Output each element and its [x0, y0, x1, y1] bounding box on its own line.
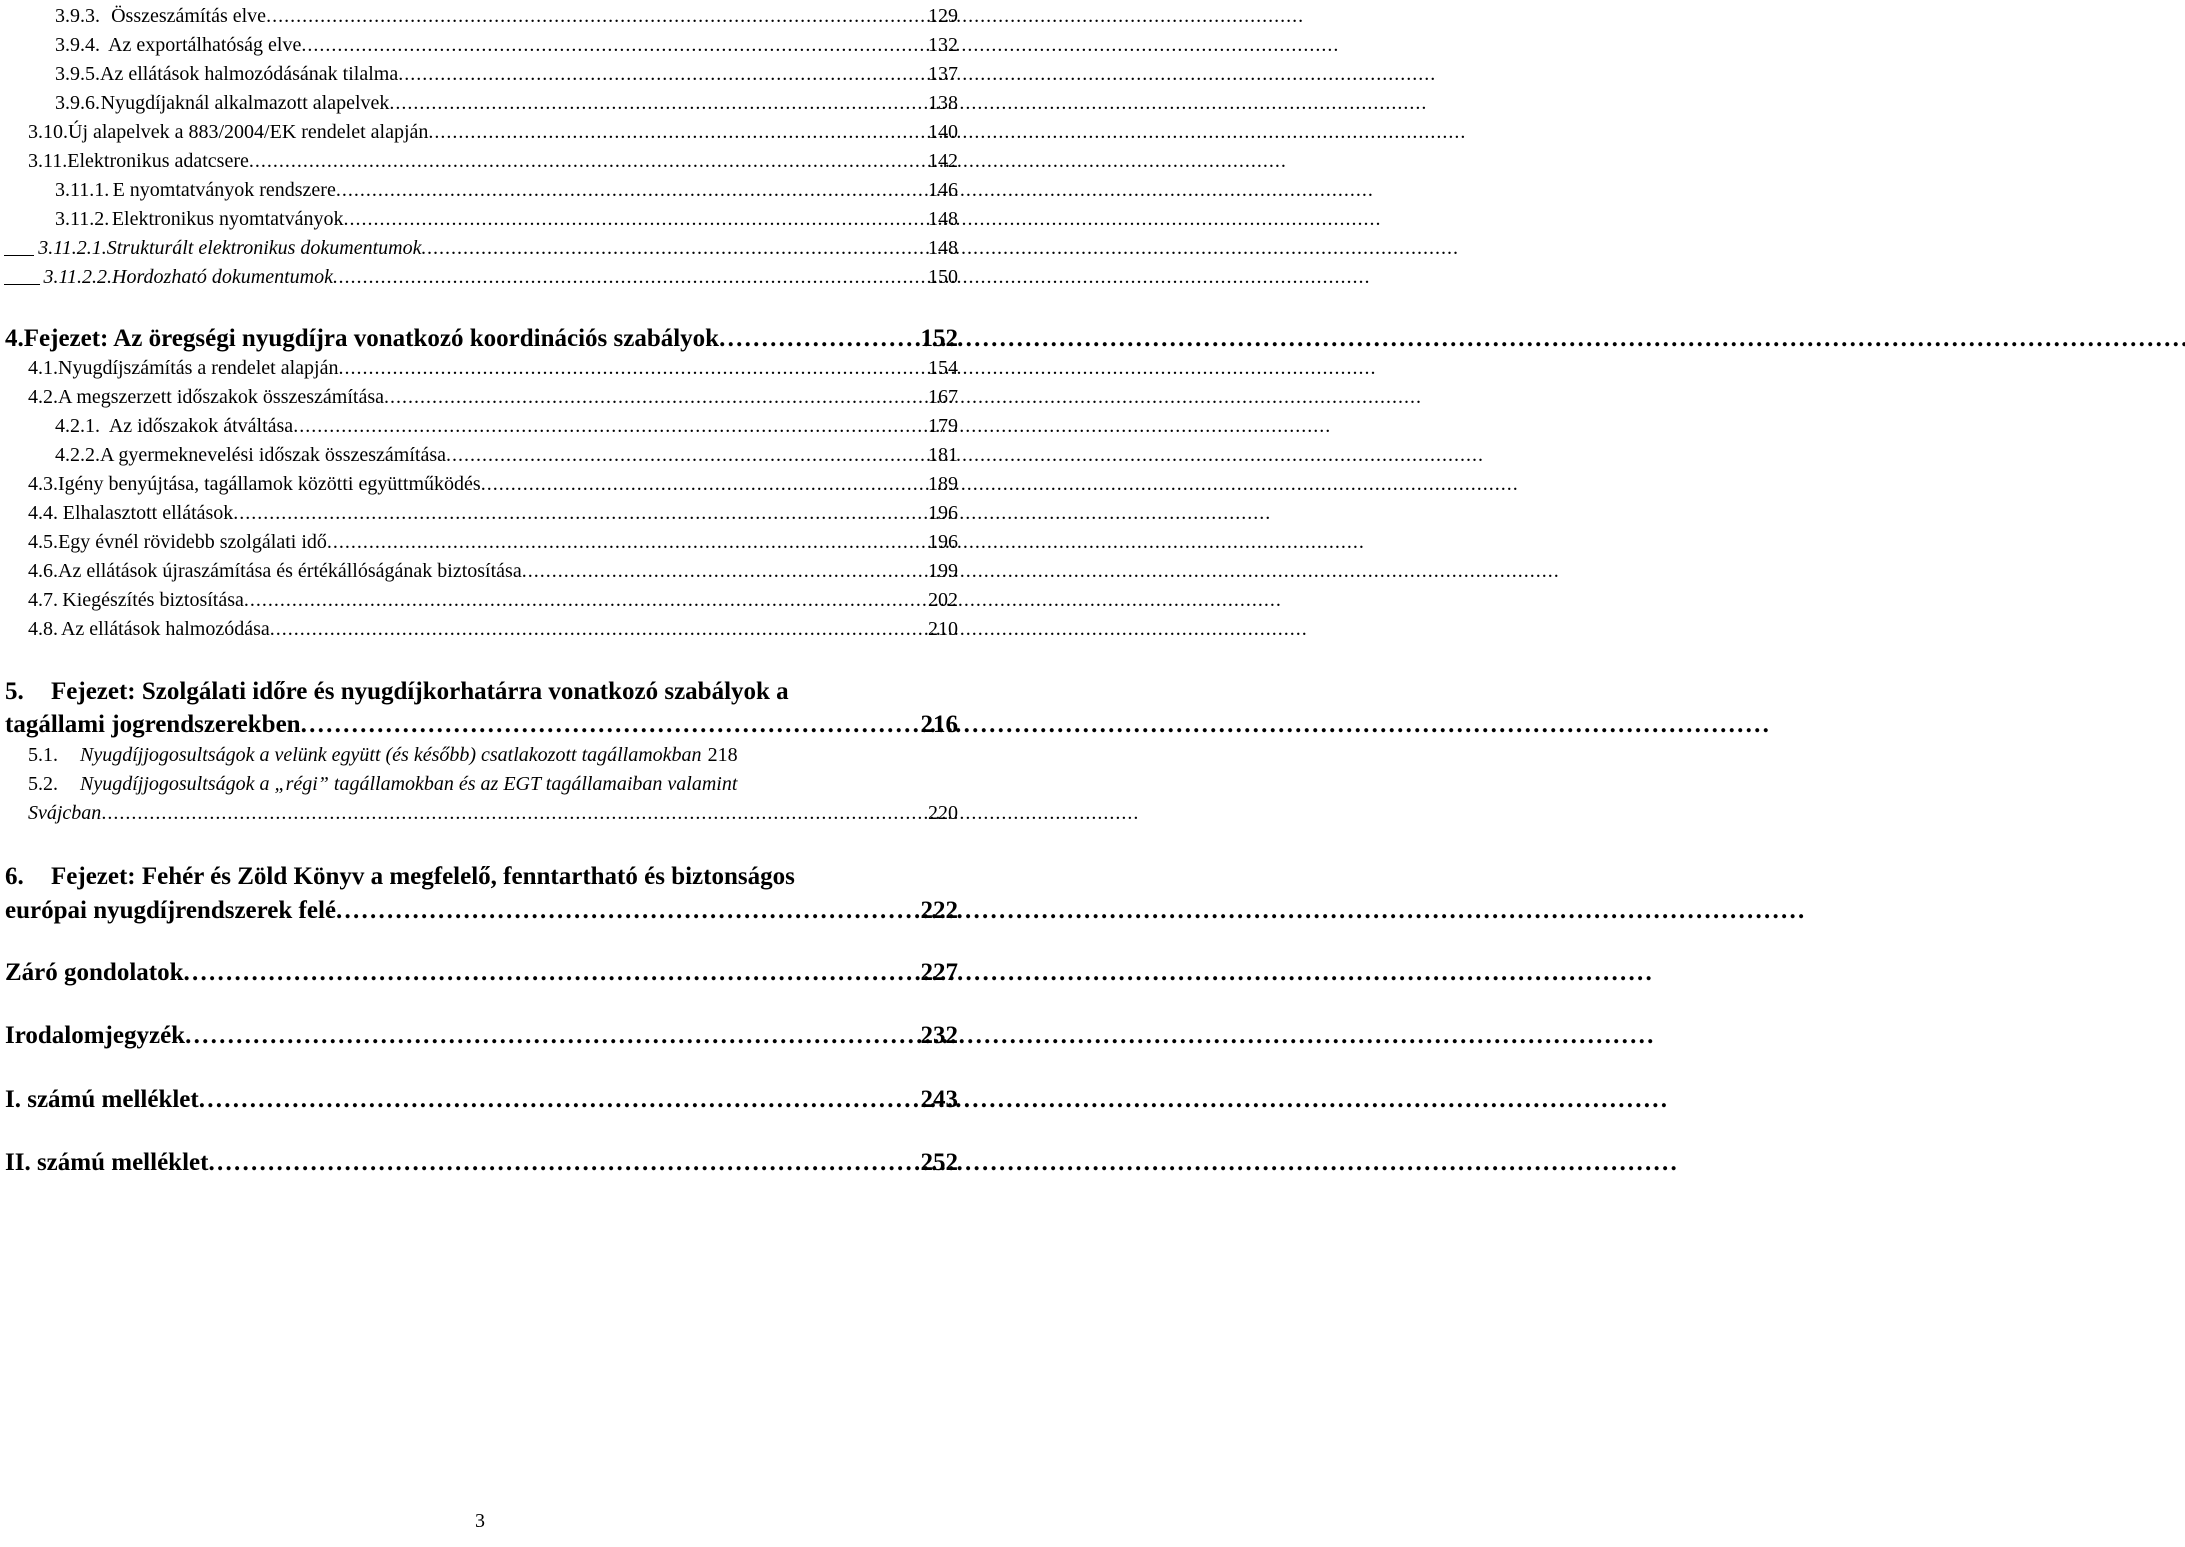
toc-chapter[interactable]	[5, 326, 958, 351]
toc-leader-dots	[428, 122, 926, 142]
toc-leader-dots	[336, 180, 926, 200]
toc-page-number: 218	[707, 744, 738, 766]
toc-entry-number: 4.7.	[28, 589, 58, 611]
toc-entry-number: 3.9.3.	[55, 5, 100, 27]
toc-entry-title: Nyugdíjjogosultságok a „régi” tagállamokban és az EGT tagállamaiban valamint	[80, 773, 738, 795]
toc-entry[interactable]	[28, 122, 958, 142]
toc-page-number: 216	[920, 711, 958, 738]
toc-entry[interactable]	[55, 35, 958, 55]
toc-entry-title: Nyugdíjjogosultságok a velünk együtt (és később) csatlakozott tagállamokban	[80, 744, 702, 766]
toc-entry-number: 4.2.	[28, 386, 58, 408]
toc-leader-dots	[421, 238, 926, 258]
toc-entry[interactable]	[55, 64, 958, 84]
toc-entry-number: 4.2.1.	[55, 415, 100, 437]
toc-page-number: 196	[928, 502, 958, 524]
toc-page-number: 152	[920, 325, 958, 352]
toc-entry[interactable]	[55, 416, 958, 436]
toc-entry-title: Elektronikus adatcsere	[67, 150, 249, 172]
toc-entry[interactable]	[55, 445, 958, 465]
toc-entry-number: 4.4.	[28, 502, 58, 524]
toc-page-number: 199	[928, 560, 958, 582]
toc-entry[interactable]	[55, 209, 958, 229]
toc-entry-number: 3.11.2.2.	[43, 266, 113, 288]
toc-chapter-line1[interactable]	[5, 864, 795, 889]
toc-leader-dots	[301, 712, 919, 737]
toc-entry-number: 4.6.	[28, 560, 58, 582]
toc-entry-title: Hordozható dokumentumok	[112, 266, 333, 288]
toc-leader-dots	[384, 387, 926, 407]
toc-page-number: 243	[920, 1086, 958, 1113]
toc-entry[interactable]	[28, 151, 958, 171]
toc-entry-title: Összeszámítás elve	[111, 5, 267, 27]
toc-entry[interactable]	[28, 590, 958, 610]
toc-leader-dots	[266, 6, 926, 26]
toc-leader-dots	[270, 619, 926, 639]
toc-page-number: 227	[920, 959, 958, 986]
page-number-footer: 3	[475, 1510, 485, 1532]
toc-entry[interactable]	[28, 358, 958, 378]
toc-page-number: 222	[920, 897, 958, 924]
toc-entry-title: Az ellátások újraszámítása és értékállóságának biztosítása	[58, 560, 522, 582]
toc-entry-title: Az ellátások halmozódásának tilalma	[100, 63, 399, 85]
toc-entry[interactable]	[28, 619, 958, 639]
toc-chapter-title: Fejezet: Szolgálati időre és nyugdíjkorhatárra vonatkozó szabályok a	[51, 678, 789, 705]
toc-entry-title: Egy évnél rövidebb szolgálati idő	[58, 531, 327, 553]
toc-chapter-title: I. számú melléklet	[5, 1086, 199, 1113]
toc-entry-number: 3.11.1.	[55, 179, 110, 201]
underline-blank	[4, 241, 34, 256]
toc-entry-title: A gyermeknevelési időszak összeszámítása	[100, 444, 446, 466]
toc-page-number: 181	[928, 444, 958, 466]
toc-page-number: 132	[928, 34, 958, 56]
toc-page-number: 146	[928, 179, 958, 201]
underline-blank	[4, 270, 40, 285]
toc-leader-dots	[446, 445, 926, 465]
toc-page-number: 232	[920, 1022, 958, 1049]
toc-chapter-title: Fejezet: Az öregségi nyugdíjra vonatkozó koordinációs szabályok	[23, 325, 720, 352]
toc-chapter[interactable]	[5, 1023, 958, 1048]
toc-leader-dots	[343, 209, 926, 229]
toc-entry-title: Kiegészítés biztosítása	[62, 589, 244, 611]
toc-entry-title: A megszerzett időszakok összeszámítása	[58, 386, 384, 408]
toc-leader-dots	[244, 590, 926, 610]
toc-chapter-title-cont: tagállami jogrendszerekben	[5, 711, 301, 738]
toc-entry-title: Nyugdíjaknál alkalmazott alapelvek	[100, 92, 390, 114]
toc-entry[interactable]	[28, 532, 958, 552]
toc-entry-title: Új alapelvek a 883/2004/EK rendelet alapján	[68, 121, 429, 143]
toc-entry-number: 3.9.5.	[55, 63, 100, 85]
toc-leader-dots	[185, 1023, 918, 1048]
toc-leader-dots	[522, 561, 926, 581]
toc-chapter[interactable]	[5, 960, 958, 985]
toc-page-number: 140	[928, 121, 958, 143]
toc-entry-title: Az exportálhatóság elve	[108, 34, 302, 56]
toc-entry-number: 5.2.	[28, 773, 58, 795]
toc-entry[interactable]	[55, 93, 958, 113]
toc-chapter-title: Irodalomjegyzék	[5, 1022, 186, 1049]
toc-leader-dots	[327, 532, 926, 552]
toc-entry-title-cont: Svájcban	[28, 802, 102, 824]
toc-entry-title: Nyugdíjszámítás a rendelet alapján	[58, 357, 339, 379]
toc-entry-title: Az ellátások halmozódása	[60, 618, 270, 640]
toc-entry-number: 4.2.2.	[55, 444, 100, 466]
toc-entry[interactable]	[4, 267, 958, 287]
toc-page-number: 129	[928, 5, 958, 27]
toc-leader-dots	[719, 326, 918, 351]
toc-entry-title: Elektronikus nyomtatványok	[111, 208, 344, 230]
toc-entry-title: Az időszakok átváltása	[108, 415, 294, 437]
toc-entry-number: 5.1.	[28, 744, 58, 766]
toc-leader-dots	[101, 803, 926, 823]
toc-page-number: 196	[928, 531, 958, 553]
toc-entry-number: 3.10.	[28, 121, 68, 143]
toc-entry-title: Igény benyújtása, tagállamok közötti együttműködés	[58, 473, 481, 495]
toc-leader-dots	[389, 93, 926, 113]
toc-leader-dots	[338, 358, 926, 378]
toc-entry-number: 4.5.	[28, 531, 58, 553]
toc-leader-dots	[293, 416, 926, 436]
toc-leader-dots	[336, 898, 918, 923]
toc-chapter[interactable]	[5, 1087, 958, 1112]
toc-entry-number: 4.8.	[28, 618, 58, 640]
toc-chapter[interactable]	[5, 712, 958, 737]
table-of-contents	[0, 0, 960, 1547]
toc-entry-number: 3.11.2.	[55, 208, 110, 230]
toc-chapter-number: 4.	[5, 325, 24, 352]
toc-page-number: 220	[928, 802, 958, 824]
toc-leader-dots	[184, 960, 919, 985]
toc-entry[interactable]	[28, 474, 958, 494]
toc-page-number: 154	[928, 357, 958, 379]
toc-chapter[interactable]	[5, 1150, 958, 1175]
toc-entry-line1[interactable]	[28, 774, 737, 794]
toc-entry-number: 3.9.6.	[55, 92, 100, 114]
toc-page-number: 252	[920, 1149, 958, 1176]
toc-entry-number: 3.11.2.1.	[38, 237, 107, 259]
toc-chapter-title-cont: európai nyugdíjrendszerek felé	[5, 897, 337, 924]
toc-page-number: 148	[928, 237, 958, 259]
toc-page-number: 202	[928, 589, 958, 611]
toc-chapter-number: 5.	[5, 678, 24, 705]
toc-leader-dots	[398, 64, 926, 84]
toc-leader-dots	[481, 474, 926, 494]
toc-entry-number: 3.11.	[28, 150, 68, 172]
toc-chapter[interactable]	[5, 898, 958, 923]
toc-entry[interactable]	[55, 6, 958, 26]
toc-entry[interactable]	[55, 180, 958, 200]
toc-leader-dots	[208, 1150, 918, 1175]
toc-page-number: 137	[928, 63, 958, 85]
toc-entry-number: 4.3.	[28, 473, 58, 495]
toc-page-number: 210	[928, 618, 958, 640]
toc-entry[interactable]	[4, 238, 958, 258]
toc-page-number: 189	[928, 473, 958, 495]
toc-page-number: 179	[928, 415, 958, 437]
toc-chapter-line1[interactable]	[5, 679, 789, 704]
toc-entry-number: 4.1.	[28, 357, 58, 379]
toc-leader-dots	[333, 267, 926, 287]
toc-leader-dots	[233, 503, 926, 523]
toc-entry[interactable]	[28, 561, 958, 581]
toc-entry-title: E nyomtatványok rendszere	[112, 179, 336, 201]
toc-entry-title: Strukturált elektronikus dokumentumok	[106, 237, 422, 259]
toc-entry[interactable]	[28, 387, 958, 407]
toc-leader-dots	[249, 151, 926, 171]
toc-page-number: 148	[928, 208, 958, 230]
toc-entry[interactable]	[28, 503, 958, 523]
toc-entry[interactable]	[28, 745, 958, 765]
toc-page-number: 138	[928, 92, 958, 114]
toc-page-number: 167	[928, 386, 958, 408]
toc-leader-dots	[199, 1087, 919, 1112]
toc-chapter-title: II. számú melléklet	[5, 1149, 209, 1176]
toc-leader-dots	[301, 35, 926, 55]
toc-page-number: 150	[928, 266, 958, 288]
toc-chapter-title: Fejezet: Fehér és Zöld Könyv a megfelelő, fenntartható és biztonságos	[51, 863, 795, 890]
toc-page-number: 142	[928, 150, 958, 172]
toc-entry-number: 3.9.4.	[55, 34, 100, 56]
toc-chapter-number: 6.	[5, 863, 24, 890]
toc-chapter-title: Záró gondolatok	[5, 959, 184, 986]
toc-entry[interactable]	[28, 803, 958, 823]
toc-entry-title: Elhalasztott ellátások	[62, 502, 234, 524]
